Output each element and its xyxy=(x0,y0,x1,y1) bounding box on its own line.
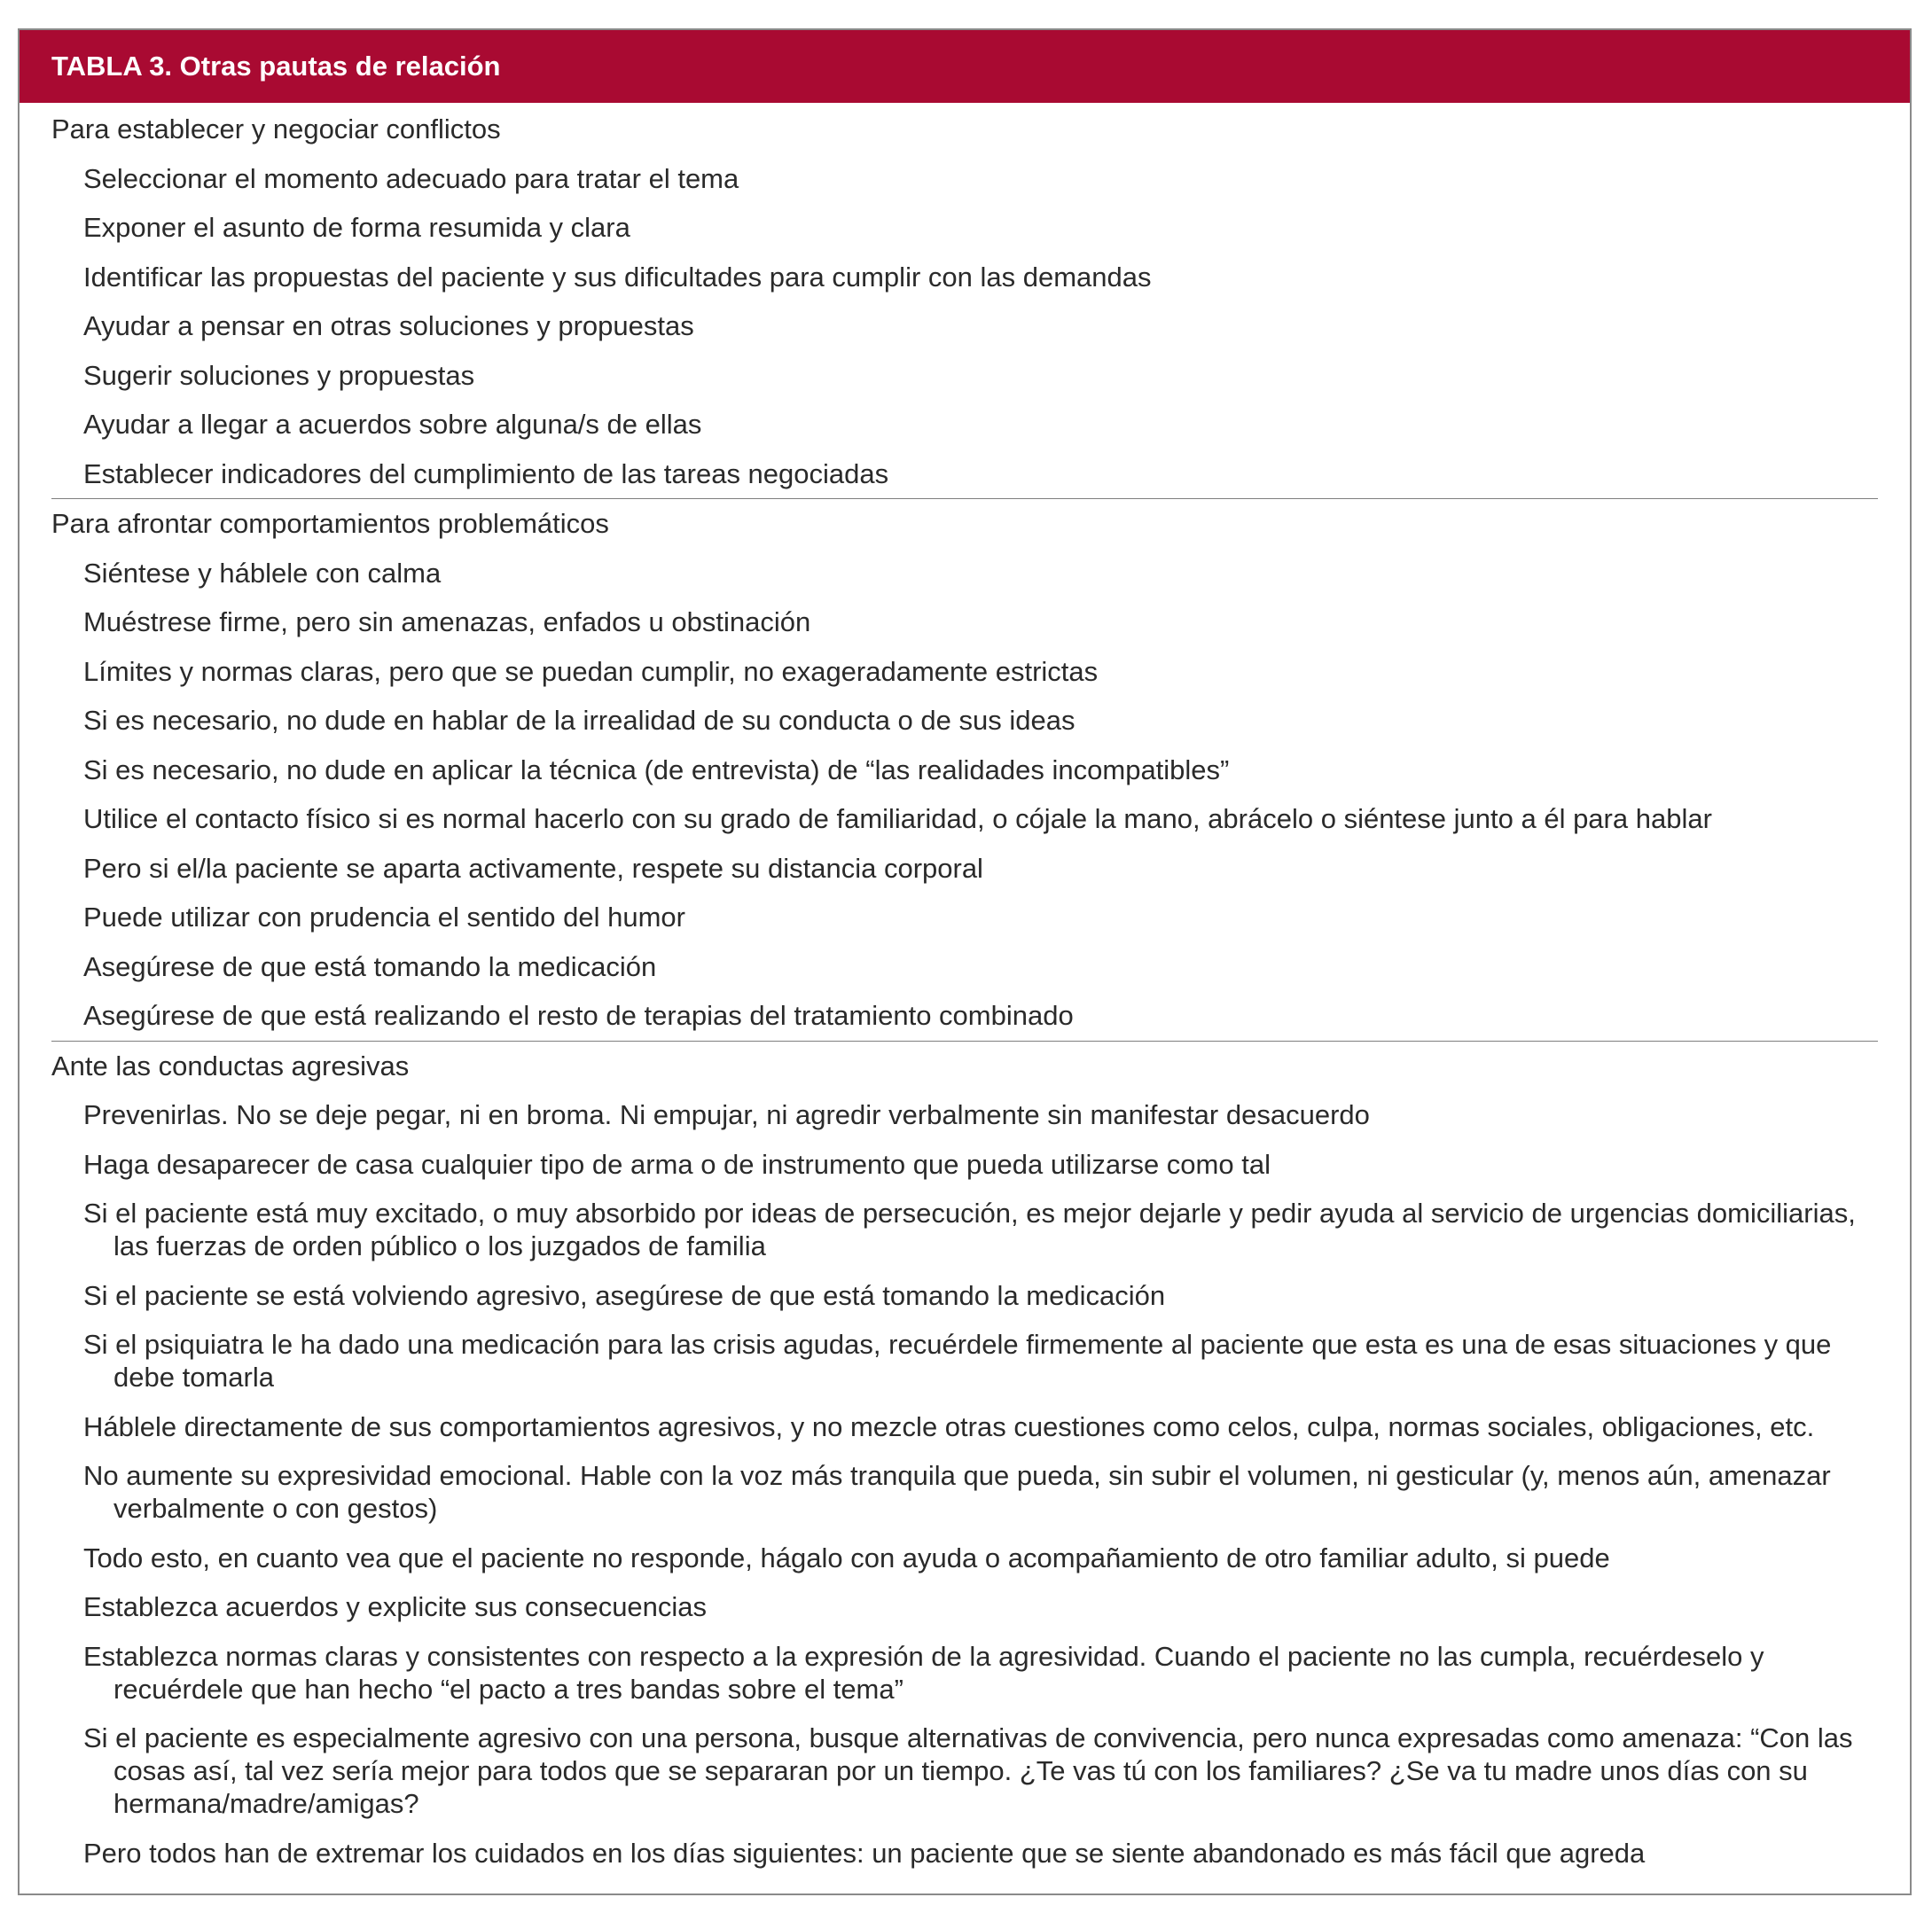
list-item xyxy=(51,893,1878,942)
list-item-text: Si el psiquiatra le ha dado una medicación para las crisis agudas, recuérdele firmemente al paciente que esta es una de esas situaciones y que debe tomarla xyxy=(83,1329,1832,1394)
list-item-text: Si el paciente es especialmente agresivo con una persona, busque alternativas de convivencia, pero nunca expresadas como amenaza: “Con las cosas así, tal vez sería mejor para todos que se separaran por un tiempo. ¿Te vas tú con los familiares? ¿Se va tu madre unos días con su hermana/madre/amigas? xyxy=(83,1722,1853,1820)
list-item-text: Si el paciente se está volviendo agresivo, asegúrese de que está tomando la medicación xyxy=(83,1279,1166,1311)
list-item xyxy=(51,647,1878,697)
table-header xyxy=(20,30,1910,103)
table-body xyxy=(20,105,1910,1878)
list-item xyxy=(51,1451,1878,1534)
list-item-text: No aumente su expresividad emocional. Hable con la voz más tranquila que pueda, sin subir el volumen, ni gesticular (y, menos aún, amenazar verbalmente o con gestos) xyxy=(83,1460,1831,1525)
list-item-text: Si el paciente está muy excitado, o muy absorbido por ideas de persecución, es mejor dejarle y pedir ayuda al servicio de urgencias domiciliarias, las fuerzas de orden público o los juzgados de familia xyxy=(83,1198,1856,1262)
list-item-text: Asegúrese de que está tomando la medicación xyxy=(83,950,657,982)
list-item xyxy=(51,597,1878,647)
section-heading: Para afrontar comportamientos problemáticos xyxy=(51,508,609,539)
section-heading: Para establecer y negociar conflictos xyxy=(51,113,501,144)
list-item xyxy=(51,449,1878,499)
list-item-text: Seleccionar el momento adecuado para tratar el tema xyxy=(83,162,739,194)
list-item xyxy=(51,1402,1878,1452)
list-item xyxy=(51,154,1878,204)
list-item-text: Si es necesario, no dude en aplicar la técnica (de entrevista) de “las realidades incompatibles” xyxy=(83,753,1230,785)
list-item-text: Pero si el/la paciente se aparta activamente, respete su distancia corporal xyxy=(83,852,983,884)
list-item-text: Si es necesario, no dude en hablar de la irrealidad de su conducta o de sus ideas xyxy=(83,705,1076,737)
list-item xyxy=(51,1632,1878,1714)
table-title: TABLA 3. Otras pautas de relación xyxy=(51,51,501,82)
list-item-text: Prevenirlas. No se deje pegar, ni en broma. Ni empujar, ni agredir verbalmente sin manifestar desacuerdo xyxy=(83,1099,1370,1131)
list-item xyxy=(51,991,1878,1041)
list-item-text: Muéstrese firme, pero sin amenazas, enfados u obstinación xyxy=(83,606,811,638)
list-item-text: Ayudar a llegar a acuerdos sobre alguna/s de ellas xyxy=(83,409,702,441)
list-item xyxy=(51,942,1878,992)
list-item xyxy=(51,1582,1878,1632)
list-item xyxy=(51,696,1878,746)
list-item-text: Puede utilizar con prudencia el sentido del humor xyxy=(83,902,685,933)
section-negotiate-conflicts xyxy=(51,105,1878,498)
list-item xyxy=(51,253,1878,302)
list-item xyxy=(51,794,1878,844)
list-item xyxy=(51,1534,1878,1583)
list-item-text: Háblele directamente de sus comportamientos agresivos, y no mezcle otras cuestiones como celos, culpa, normas sociales, obligaciones, etc. xyxy=(83,1410,1815,1442)
list-item-text: Siéntese y háblele con calma xyxy=(83,557,442,589)
list-item xyxy=(51,301,1878,351)
list-item-text: Exponer el asunto de forma resumida y clara xyxy=(83,212,630,244)
list-item xyxy=(51,549,1878,598)
section-heading: Ante las conductas agresivas xyxy=(51,1050,410,1081)
list-item xyxy=(51,1090,1878,1140)
list-item-text: Establecer indicadores del cumplimiento de las tareas negociadas xyxy=(83,457,889,489)
list-item xyxy=(51,746,1878,795)
list-item-text: Asegúrese de que está realizando el resto de terapias del tratamiento combinado xyxy=(83,1000,1074,1032)
list-item xyxy=(51,844,1878,894)
list-item-text: Límites y normas claras, pero que se puedan cumplir, no exageradamente estrictas xyxy=(83,655,1099,687)
list-item xyxy=(51,1320,1878,1402)
table-frame xyxy=(18,28,1912,1895)
list-item-text: Pero todos han de extremar los cuidados en los días siguientes: un paciente que se siente abandonado es más fácil que agreda xyxy=(83,1837,1646,1869)
section-aggressive-behaviours xyxy=(51,1041,1878,1878)
list-item xyxy=(51,1829,1878,1878)
list-item xyxy=(51,351,1878,401)
list-item xyxy=(51,400,1878,449)
list-item-text: Establezca normas claras y consistentes con respecto a la expresión de la agresividad. Cuando el paciente no las cumpla, recuérdeselo y recuérdele que han hecho “el pacto a tres bandas sobre el tema” xyxy=(83,1640,1764,1705)
list-item-text: Sugerir soluciones y propuestas xyxy=(83,359,475,391)
list-item xyxy=(51,1271,1878,1321)
section-problem-behaviours xyxy=(51,498,1878,1041)
list-item-text: Haga desaparecer de casa cualquier tipo de arma o de instrumento que pueda utilizarse como tal xyxy=(83,1148,1271,1180)
list-item-text: Identificar las propuestas del paciente y sus dificultades para cumplir con las demandas xyxy=(83,261,1152,293)
list-item xyxy=(51,203,1878,253)
list-item xyxy=(51,1140,1878,1190)
list-item-text: Todo esto, en cuanto vea que el paciente no responde, hágalo con ayuda o acompañamiento de otro familiar adulto, si puede xyxy=(83,1542,1610,1573)
list-item xyxy=(51,1189,1878,1271)
list-item-text: Utilice el contacto físico si es normal hacerlo con su grado de familiaridad, o cójale la mano, abrácelo o siéntese junto a él para hablar xyxy=(83,803,1712,835)
list-item-text: Ayudar a pensar en otras soluciones y propuestas xyxy=(83,310,694,342)
list-item-text: Establezca acuerdos y explicite sus consecuencias xyxy=(83,1591,708,1623)
list-item xyxy=(51,1714,1878,1829)
